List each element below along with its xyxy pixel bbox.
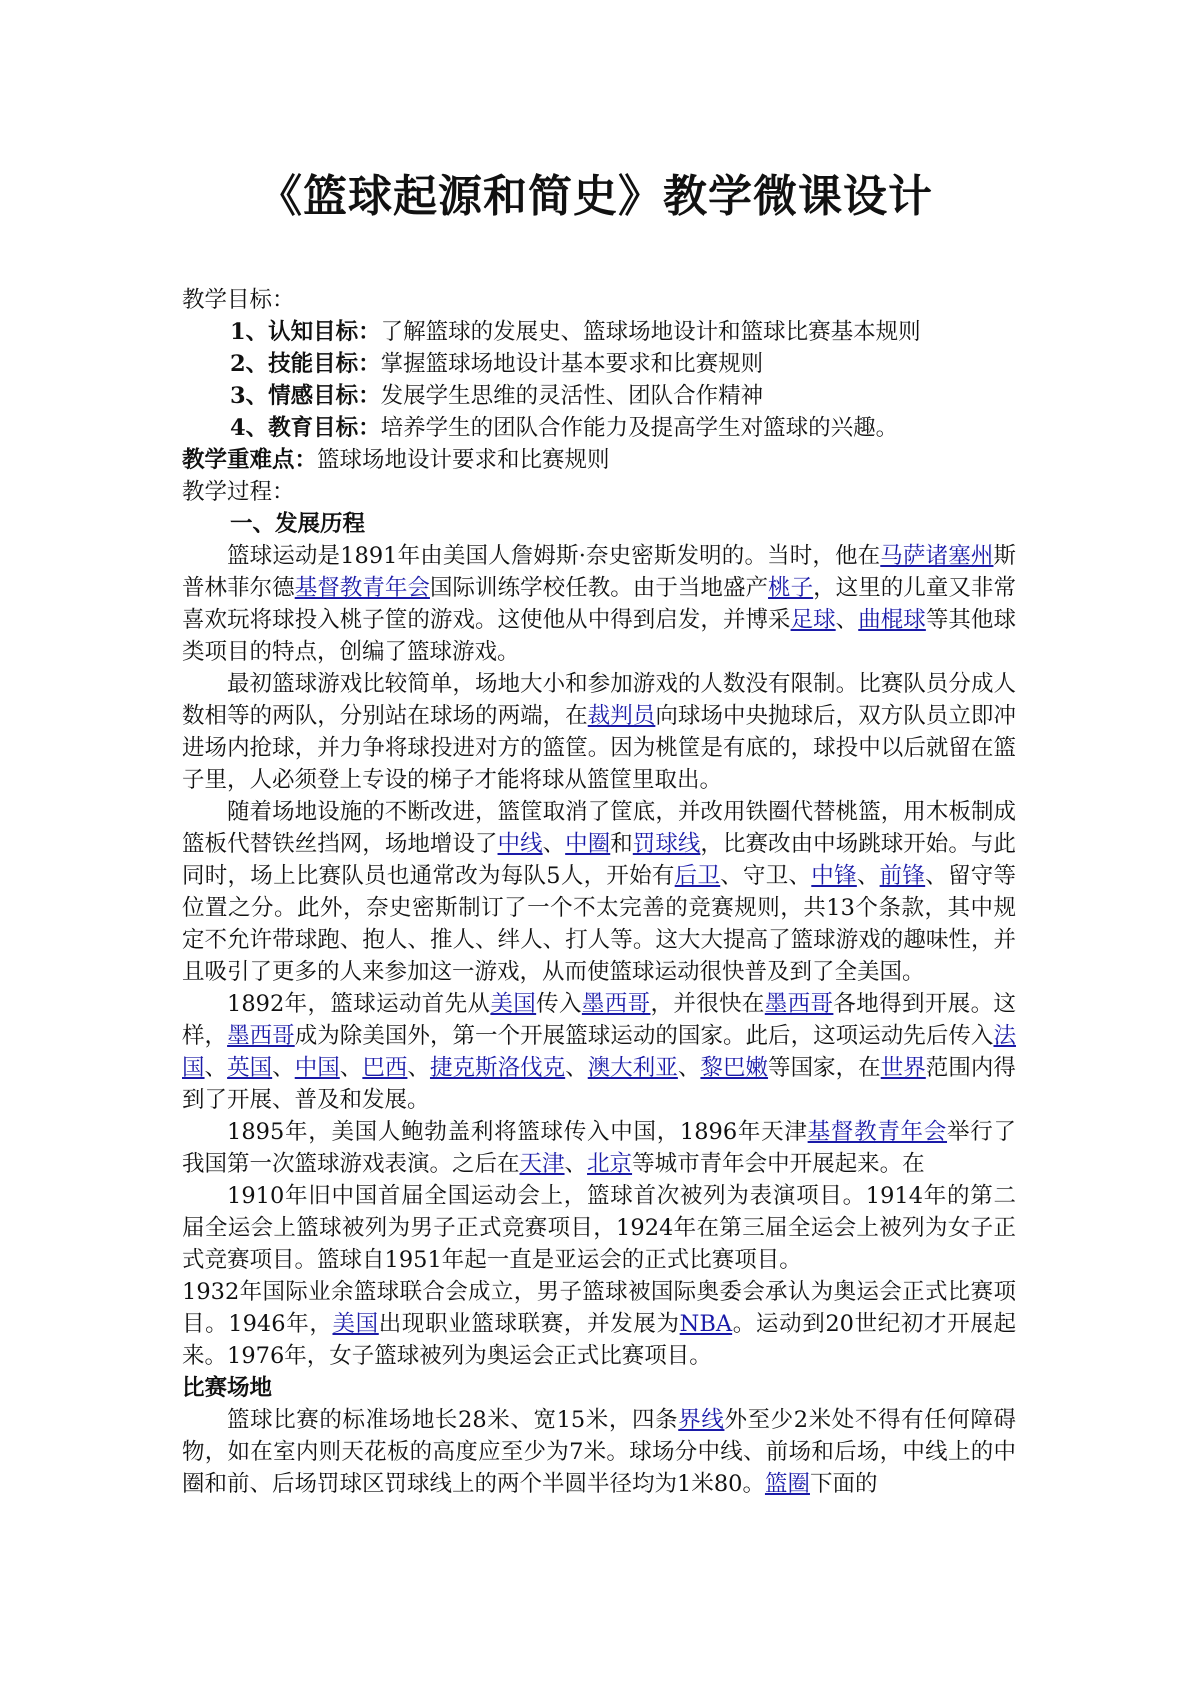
link-tianjin[interactable]: 天津 (519, 1151, 565, 1177)
objective-text: 了解篮球的发展史、篮球场地设计和篮球比赛基本规则 (380, 319, 921, 345)
text-run: 成为除美国外，第一个开展篮球运动的国家。此后，这项运动先后传入 (294, 1023, 994, 1049)
objective-text: 培养学生的团队合作能力及提高学生对篮球的兴趣。 (380, 415, 899, 441)
objective-label: 3、情感目标： (230, 383, 381, 409)
link-forward[interactable]: 前锋 (879, 863, 926, 889)
paragraph-origin (182, 540, 1016, 668)
objective-label: 4、教育目标： (230, 415, 381, 441)
paragraph-spread (182, 988, 1016, 1116)
link-football[interactable]: 足球 (790, 607, 836, 633)
link-mexico[interactable]: 墨西哥 (581, 991, 651, 1017)
paragraph-improvements (182, 796, 1016, 988)
key-points (182, 444, 1016, 476)
key-points-text: 篮球场地设计要求和比赛规则 (317, 447, 610, 473)
paragraph-china-intro (182, 1116, 1016, 1180)
text-run: 、 (565, 1055, 588, 1081)
link-nba[interactable]: NBA (679, 1311, 733, 1337)
text-run: 举行了我国第一次篮球游戏表演。之后在 (182, 1119, 1016, 1177)
objective-text: 掌握篮球场地设计基本要求和比赛规则 (380, 351, 764, 377)
link-usa[interactable]: 美国 (490, 991, 537, 1017)
section-heading-court: 比赛场地 (182, 1375, 273, 1401)
link-mexico[interactable]: 墨西哥 (227, 1023, 295, 1049)
process-heading: 教学过程： (182, 479, 295, 505)
link-beijing[interactable]: 北京 (587, 1151, 633, 1177)
link-ymca[interactable]: 基督教青年会 (807, 1119, 948, 1145)
text-run: 国际训练学校任教。由于当地盛产 (429, 575, 769, 601)
objective-text: 发展学生思维的灵活性、团队合作精神 (380, 383, 764, 409)
link-czechoslovakia[interactable]: 捷克斯洛伐克 (429, 1055, 566, 1081)
text-run: 。运动到20世纪初才开展起来。1976年，女子篮球被列为奥运会正式比赛项目。 (182, 1311, 1016, 1369)
text-run: 向球场中央抛球后，双方队员立即冲进场内抢球，并力争将球投进对方的篮筐。因为桃筐是有底的，球投中以后就留在篮子里，人必须登上专设的梯子才能将球从篮筐里取出。 (182, 703, 1016, 793)
link-lebanon[interactable]: 黎巴嫩 (700, 1055, 769, 1081)
link-china[interactable]: 中国 (294, 1055, 340, 1081)
text-run: 、 (542, 831, 566, 857)
text-run: 、 (856, 863, 880, 889)
document-body (182, 284, 1016, 1500)
text-run: 下面的 (809, 1471, 878, 1497)
text-run: 等其他球类项目的特点，创编了篮球游戏。 (182, 607, 1016, 665)
paragraph-court (182, 1404, 1016, 1500)
link-referee[interactable]: 裁判员 (587, 703, 656, 729)
link-center[interactable]: 中锋 (811, 863, 857, 889)
text-run: 范围内得到了开展、普及和发展。 (182, 1055, 1016, 1113)
link-uk[interactable]: 英国 (227, 1055, 273, 1081)
link-usa[interactable]: 美国 (332, 1311, 379, 1337)
text-run: 各地得到开展。这样， (182, 991, 1016, 1049)
objective-label: 1、认知目标： (230, 319, 381, 345)
key-points-label: 教学重难点： (182, 447, 318, 473)
section-heading-history: 一、发展历程 (230, 511, 366, 537)
text-run: 传入 (536, 991, 582, 1017)
text-run: ，这里的儿童又非常喜欢玩将球投入桃子筐的游戏。这使他从中得到启发，并博采 (182, 575, 1016, 633)
link-mexico[interactable]: 墨西哥 (764, 991, 834, 1017)
objective-item (182, 316, 1016, 348)
text-run: 篮球运动是1891年由美国人詹姆斯·奈史密斯发明的。当时，他在 (227, 543, 881, 569)
link-boundary-line[interactable]: 界线 (678, 1407, 725, 1433)
link-center-line[interactable]: 中线 (497, 831, 543, 857)
text-run: 、 (835, 607, 859, 633)
text-run: 、 (339, 1055, 363, 1081)
link-peach[interactable]: 桃子 (768, 575, 814, 601)
link-center-circle[interactable]: 中圈 (565, 831, 611, 857)
text-run: 等城市青年会中开展起来。在 (632, 1151, 925, 1177)
link-france[interactable]: 法国 (182, 1023, 1016, 1081)
objectives-heading: 教学目标： (182, 287, 295, 313)
text-run: ，并很快在 (650, 991, 765, 1017)
text-run: 外至少2米处不得有任何障碍物，如在室内则天花板的高度应至少为7米。球场分中线、前场和后场，中线上的中圈和前、后场罚球区罚球线上的两个半圆半径均为1米80。 (182, 1407, 1016, 1497)
link-world[interactable]: 世界 (880, 1055, 926, 1081)
text-run: 、守卫、 (720, 863, 812, 889)
link-free-throw-line[interactable]: 罚球线 (632, 831, 701, 857)
text-run: 出现职业篮球联赛，并发展为 (378, 1311, 680, 1337)
text-run: 、 (272, 1055, 295, 1081)
text-run: ，比赛改由中场跳球开始。与此同时，场上比赛队员也通常改为每队5人，开始有 (182, 831, 1016, 889)
text-run: 、 (407, 1055, 430, 1081)
text-run: 斯普林菲尔德 (182, 543, 1016, 601)
text-run: 最初篮球游戏比较简单，场地大小和参加游戏的人数没有限制。比赛队员分成人数相等的两队，分别站在球场的两端，在 (182, 671, 1016, 729)
objective-item (182, 380, 1016, 412)
link-ymca[interactable]: 基督教青年会 (294, 575, 430, 601)
link-rim[interactable]: 篮圈 (764, 1471, 810, 1497)
link-massachusetts[interactable]: 马萨诸塞州 (880, 543, 994, 569)
text-run: 1932年国际业余篮球联合会成立，男子篮球被国际奥委会承认为奥运会正式比赛项目。1946年， (182, 1279, 1016, 1337)
link-australia[interactable]: 澳大利亚 (587, 1055, 678, 1081)
link-guard[interactable]: 后卫 (674, 863, 721, 889)
text-run: 1910年旧中国首届全国运动会上，篮球首次被列为表演项目。1914年的第二届全运会上篮球被列为男子正式竞赛项目，1924年在第三届全运会上被列为女子正式竞赛项目。篮球自1951年起一直是亚运会的正式比赛项目。 (182, 1183, 1016, 1273)
paragraph-early-game (182, 668, 1016, 796)
text-run: 、留守等位置之分。此外，奈史密斯制订了一个不太完善的竞赛规则，共13个条款，其中规定不允许带球跑、抱人、推人、绊人、打人等。这大大提高了篮球游戏的趣味性，并且吸引了更多的人来参加这一游戏，从而使篮球运动很快普及到了全美国。 (182, 863, 1016, 985)
objective-item (182, 412, 1016, 444)
paragraph-olympics (182, 1276, 1016, 1372)
link-brazil[interactable]: 巴西 (362, 1055, 408, 1081)
text-run: 等国家，在 (768, 1055, 881, 1081)
paragraph-national-games (182, 1180, 1016, 1276)
document-title: 《篮球起源和简史》教学微课设计 (258, 171, 933, 222)
objective-label: 2、技能目标： (230, 351, 381, 377)
text-run: 1895年，美国人鲍勃盖利将篮球传入中国，1896年天津 (227, 1119, 808, 1145)
text-run: 、 (677, 1055, 701, 1081)
text-run: 、 (564, 1151, 588, 1177)
objective-item (182, 348, 1016, 380)
text-run: 篮球比赛的标准场地长28米、宽15米，四条 (227, 1407, 679, 1433)
text-run: 1892年，篮球运动首先从 (227, 991, 491, 1017)
text-run: 随着场地设施的不断改进，篮筐取消了筐底，并改用铁圈代替桃篮，用木板制成篮板代替铁丝挡网，场地增设了 (182, 799, 1016, 857)
link-hockey[interactable]: 曲棍球 (858, 607, 926, 633)
text-run: 、 (204, 1055, 228, 1081)
text-run: 和 (610, 831, 633, 857)
